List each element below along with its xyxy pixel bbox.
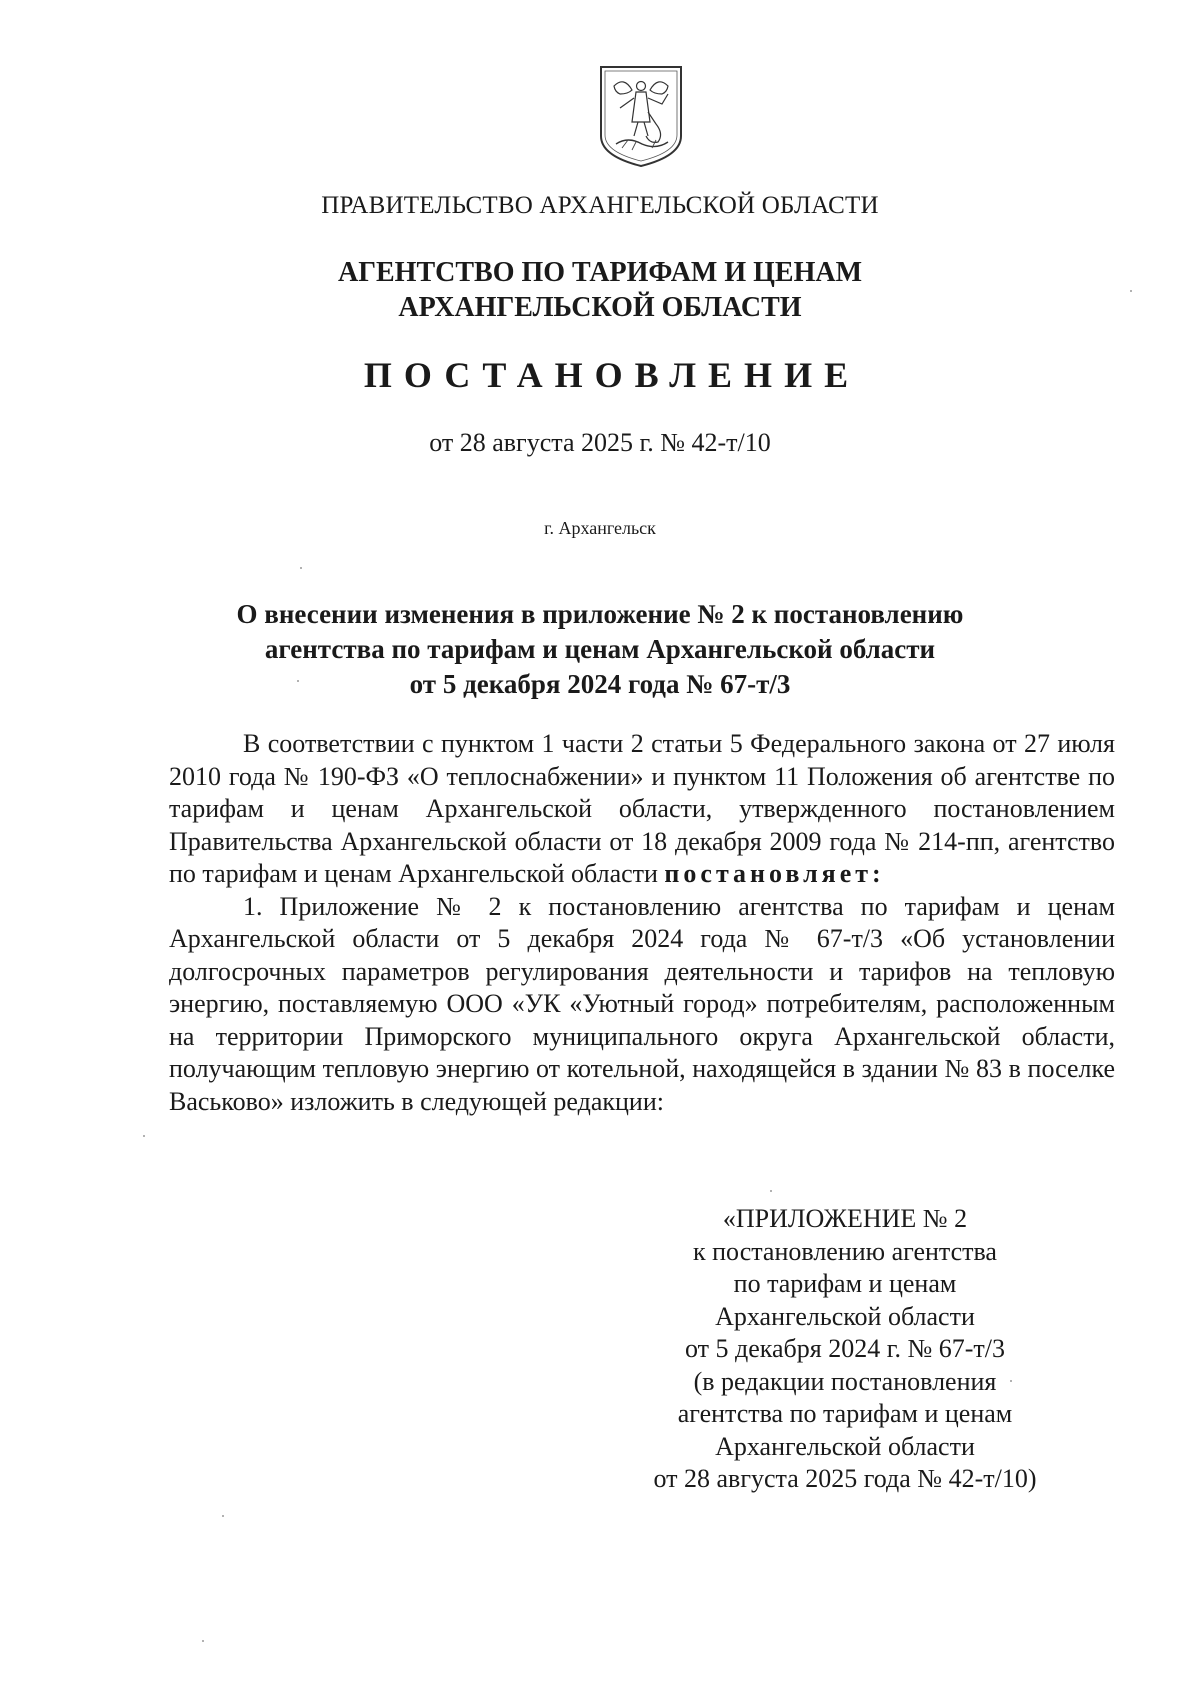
appendix-line2: к постановлению агентства (693, 1236, 997, 1266)
appendix-line7: агентства по тарифам и ценам (677, 1399, 1013, 1428)
preamble-text: В соответствии с пунктом 1 части 2 статьи 5 Федерального закона от 27 июля 2010 года № 190-ФЗ «О теплоснабжении» и пунктом 11 Положения об агентстве по тарифам и ценам Архангельской области, утвержденного постановлением Правительства Архангельской области от 18 декабря 2009 года № 214-пп, агентство по тарифам и ценам Архангельской области (169, 729, 1115, 888)
preamble-paragraph (169, 728, 1115, 891)
appendix-line9: от 28 августа 2025 года № 42-т/10) (653, 1464, 1037, 1493)
scan-speck (297, 680, 299, 682)
appendix-line4: Архангельской области (715, 1301, 975, 1331)
document-subject (0, 597, 1200, 702)
document-city: г. Архангельск (544, 518, 656, 538)
subject-line3: от 5 декабря 2024 года № 67-т/3 (409, 669, 791, 699)
document-type: ПОСТАНОВЛЕНИЕ (363, 355, 861, 395)
subject-line2: агентства по тарифам и ценам Архангельской области (264, 634, 936, 664)
appendix-line6: (в редакции постановления (693, 1366, 997, 1396)
scan-speck (770, 1190, 772, 1192)
document-body (169, 728, 1115, 1118)
archangel-coat-of-arms-icon (598, 64, 684, 169)
appendix-line5: от 5 декабря 2024 г. № 67-т/3 (684, 1334, 1006, 1363)
appendix-line1: «ПРИЛОЖЕНИЕ № 2 (722, 1204, 968, 1233)
appendix-line3: по тарифам и ценам (733, 1269, 957, 1298)
scan-speck (1130, 290, 1132, 292)
item-1-paragraph: 1. Приложение № 2 к постановлению агентства по тарифам и ценам Архангельской области от 5 декабря 2024 года № 67-т/3 «Об установлении долгосрочных параметров регулирования деятельности и тарифов на тепловую энергию, поставляемую ООО «УК «Уютный город» потребителям, расположенным на территории Приморского муниципального округа Архангельской области, получающим тепловую энергию от котельной, находящейся в здании № 83 в поселке Васьково» изложить в следующей редакции: (169, 891, 1115, 1116)
appendix-line8: Архангельской области (715, 1431, 975, 1461)
scan-speck (202, 1640, 204, 1642)
agency-name (0, 255, 1200, 325)
subject-line1: О внесении изменения в приложение № 2 к постановлению (236, 599, 964, 629)
scan-speck (300, 567, 302, 569)
resolves-word: постановляет: (664, 859, 885, 888)
agency-name-line2: АРХАНГЕЛЬСКОЙ ОБЛАСТИ (398, 292, 802, 323)
scan-speck (143, 1135, 145, 1137)
appendix-header (600, 1203, 1090, 1496)
document-date-number: от 28 августа 2025 г. № 42-т/10 (429, 428, 771, 457)
scan-speck (222, 1515, 224, 1517)
government-name: ПРАВИТЕЛЬСТВО АРХАНГЕЛЬСКОЙ ОБЛАСТИ (321, 192, 879, 219)
scan-speck (1010, 1380, 1012, 1382)
agency-name-line1: АГЕНТСТВО ПО ТАРИФАМ И ЦЕНАМ (337, 257, 863, 288)
